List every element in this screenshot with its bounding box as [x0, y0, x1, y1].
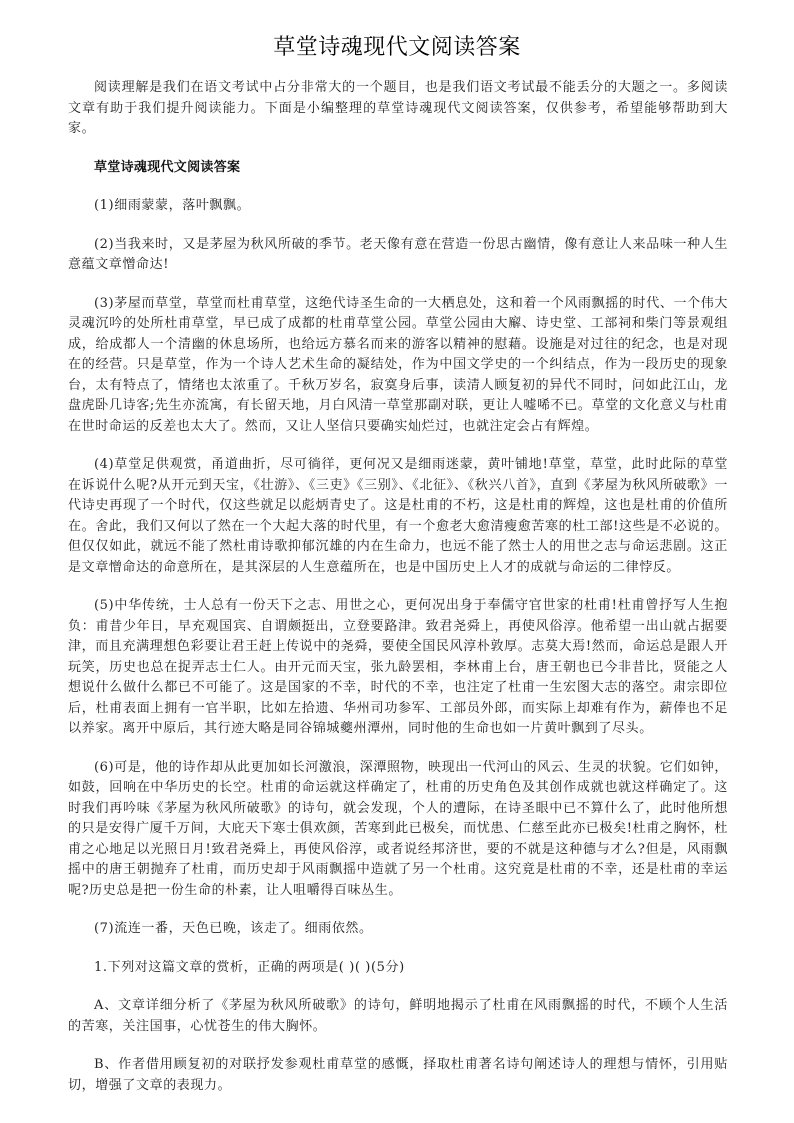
spacer — [68, 276, 728, 294]
paragraph-6: (6)可是，他的诗作却从此更加如长河激浪，深潭照物，映现出一代河山的风云、生灵的状貌。它们如钟，如鼓，回响在中华历史的长空。杜甫的命运就这样确定了，杜甫的历史角色及其创作成就也就这样确定了。这时我们再吟味《茅屋为秋风所破歌》的诗句，就会发现，个人的遭际，在诗圣眼中已不算什么了，此时他所想的只是安得广厦千万间，大庇天下寒士俱欢颜，苦寒到此已极矣，而忧患、仁慈至此亦已极矣!杜甫之胸怀，杜甫之心地足以光照日月!致君尧舜上，再使风俗淳，或者说经邦济世，要的不就是这种德与才么?但是，风雨飘摇中的唐王朝抛弃了杜甫，而历史却于风雨飘摇中造就了另一个杜甫。这究竟是杜甫的不幸，还是杜甫的幸运呢?历史总是把一份生命的朴素，让人咀嚼得百味丛生。 — [68, 759, 728, 898]
question-option-a: A、文章详细分析了《茅屋为秋风所破歌》的诗句，鲜明地揭示了杜甫在风雨飘摇的时代，不顾个人生活的苦寒，关注国事，心忧苍生的伟大胸怀。 — [68, 998, 728, 1034]
spacer — [68, 217, 728, 235]
paragraph-4: (4)草堂足供观赏，甬道曲折，尽可徜徉，更何况又是细雨迷蒙，黄叶铺地!草堂，草堂，此时此际的草堂在诉说什么呢?从开元到天宝，《壮游》、《三吏》《三别》、《北征》、《秋兴八首》，直到《茅屋为秋风所破歌》一代诗史再现了一个时代，仅这些就足以彪炳青史了。这是杜甫的不朽，这是杜甫的辉煌，这也是杜甫的价值所在。舍此，我们又何以了然在一个大起大落的时代里，有一个愈老大愈清瘦愈苦寒的杜工部!这些是不必说的。但仅仅如此，就远不能了然杜甫诗歌抑郁沉雄的内在生命力，也远不能了然士人的用世之志与命运悲剧。这正是文章憎命达的命意所在，是其深层的人生意蕴所在，也是中国历史上人才的成就与命运的二律悖反。 — [68, 457, 728, 575]
document-title: 草堂诗魂现代文阅读答案 — [273, 35, 521, 60]
question-stem: 1.下列对这篇文章的赏析，正确的两项是( )( )(5分) — [94, 959, 405, 975]
spacer — [68, 140, 728, 158]
paragraph-3: (3)茅屋而草堂，草堂而杜甫草堂，这绝代诗圣生命的一大栖息处，这和着一个风雨飘摇的时代、一个伟大灵魂沉吟的处所杜甫草堂，早已成了成都的杜甫草堂公园。草堂公园由大廨、诗史堂、工部祠和柴门等景观组成，给成都人一个清幽的休息场所，也给远方慕名而来的游客以精神的慰藉。设施是对过往的纪念，也是对现在的经营。只是草堂，作为一个诗人艺术生命的凝结处，作为中国文学史的一个纠结点，作为一段历史的现象台，太有特点了，情绪也太浓重了。千秋万岁名，寂寞身后事，读清人顾复初的异代不同时，问如此江山，龙盘虎卧几诗客;先生亦流寓，有长留天地，月白风清一草堂那副对联，更让人嘘唏不已。草堂的文化意义与杜甫在世时命运的反差也太大了。然而，又让人坚信只要确实灿烂过，也就注定会占有辉煌。 — [68, 295, 728, 434]
spacer — [68, 437, 728, 455]
paragraph-7: (7)流连一番，天色已晚，该走了。细雨依然。 — [94, 921, 373, 936]
spacer — [68, 901, 728, 919]
spacer — [68, 578, 728, 596]
spacer — [68, 178, 728, 196]
paragraph-2: (2)当我来时，又是茅屋为秋风所破的季节。老天像有意在营造一份思古幽情，像有意让人来品味一种人生意蕴文章憎命达! — [68, 236, 728, 272]
paragraph-1: (1)细雨蒙蒙，落叶飘飘。 — [94, 198, 251, 213]
paragraph-5: (5)中华传统，士人总有一份天下之志、用世之心，更何况出身于奉儒守官世家的杜甫!杜甫曾抒写人生抱负：甫昔少年日，早充观国宾、自谓颇挺出，立登要路津。致君尧舜上，再使风俗淳。他希望一出山就占据要津，而且充满理想色彩要让君王赶上传说中的尧舜，要使全国民风淳朴敦厚。志莫大焉!然而，命运总是跟人开玩笑，历史也总在捉弄志士仁人。由开元而天宝，张九龄罢相，李林甫上台，唐王朝也已今非昔比，贤能之人想说什么做什么都已不可能了。这是国家的不幸，时代的不幸，也注定了杜甫一生宏图大志的落空。肃宗即位后，杜甫表面上拥有一官半职，比如左拾遗、华州司功参军、工部员外郎，而实际上却难有作为，薪俸也不足以养家。离开中原后，其行迹大略是同谷锦城夔州潭州，同时他的生命也如一片黄叶飘到了尽头。 — [68, 598, 728, 736]
spacer — [68, 740, 728, 758]
spacer — [68, 978, 728, 996]
spacer — [68, 1037, 728, 1055]
document-body — [68, 78, 728, 1096]
question-option-b: B、作者借用顾复初的对联抒发参观杜甫草堂的感慨，择取杜甫著名诗句阐述诗人的理想与情怀，引用贴切，增强了文章的表现力。 — [68, 1057, 728, 1093]
spacer — [68, 940, 728, 958]
intro-paragraph: 阅读理解是我们在语文考试中占分非常大的一个题目，也是我们语文考试最不能丢分的大题之一。多阅读文章有助于我们提升阅读能力。下面是小编整理的草堂诗魂现代文阅读答案，仅供参考，希望能够帮助到大家。 — [68, 80, 728, 136]
section-heading: 草堂诗魂现代文阅读答案 — [94, 159, 241, 175]
